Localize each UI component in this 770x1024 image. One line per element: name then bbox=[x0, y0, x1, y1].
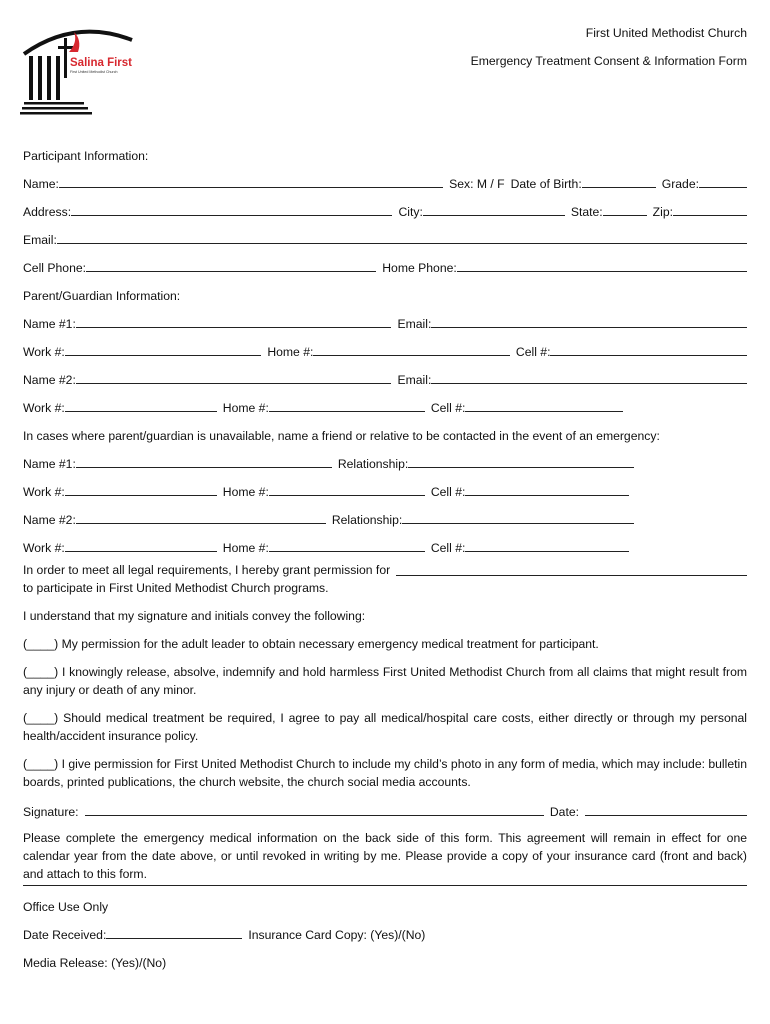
state-field[interactable] bbox=[603, 215, 647, 216]
email-field[interactable] bbox=[57, 243, 747, 244]
guardian-name1-row bbox=[23, 303, 747, 331]
guardian-work1-field[interactable] bbox=[65, 355, 262, 356]
emergency-section-title: In cases where parent/guardian is unavailable, name a friend or relative to be contacted in the event of an emergency: bbox=[23, 429, 660, 443]
city-field[interactable] bbox=[423, 215, 565, 216]
home-phone-label: Home Phone: bbox=[382, 261, 457, 275]
participant-address-row bbox=[23, 191, 747, 219]
emergency-rel2-field[interactable] bbox=[402, 523, 634, 524]
emergency-work1-field[interactable] bbox=[65, 495, 217, 496]
emergency-work2-field[interactable] bbox=[65, 551, 217, 552]
cell-phone-label: Cell Phone: bbox=[23, 261, 87, 275]
emergency-rel1-label: Relationship: bbox=[337, 457, 409, 471]
logo-subtext: First United Methodist Church bbox=[70, 70, 118, 74]
guardian-work1-label: Work #: bbox=[23, 345, 65, 359]
emergency-cell1-field[interactable] bbox=[465, 495, 629, 496]
emergency-cell2-label: Cell #: bbox=[430, 541, 466, 555]
closing-paragraph: Please complete the emergency medical information on the back side of this form. This agreement will remain in effect for one calendar year from the date above, or until revoked in writing by me. Please provide a copy of your insurance card (front and back) and attach to this form. bbox=[23, 831, 747, 881]
guardian-cell1-label: Cell #: bbox=[515, 345, 551, 359]
guardian-email2-label: Email: bbox=[397, 373, 432, 387]
emergency-name2-label: Name #2: bbox=[23, 513, 76, 527]
emergency-name1-row bbox=[23, 443, 747, 471]
guardian-phones2-row bbox=[23, 387, 747, 415]
guardian-name2-field[interactable] bbox=[76, 383, 392, 384]
signature-label: Signature: bbox=[23, 805, 79, 819]
consent-item-4 bbox=[23, 745, 747, 791]
name-label: Name: bbox=[23, 177, 59, 191]
guardian-email1-field[interactable] bbox=[431, 327, 747, 328]
emergency-name1-label: Name #1: bbox=[23, 457, 76, 471]
email-label: Email: bbox=[23, 233, 57, 247]
guardian-cell2-label: Cell #: bbox=[430, 401, 466, 415]
initial-box-2[interactable]: (____) bbox=[23, 665, 59, 679]
emergency-home1-label: Home #: bbox=[222, 485, 269, 499]
state-label: State: bbox=[570, 205, 603, 219]
guardian-work2-field[interactable] bbox=[65, 411, 217, 412]
guardian-email2-field[interactable] bbox=[431, 383, 747, 384]
emergency-cell1-label: Cell #: bbox=[430, 485, 466, 499]
consent-item-3-text: Should medical treatment be required, I agree to pay all medical/hospital care costs, either directly or through my personal health/accident insurance policy. bbox=[23, 711, 747, 743]
office-date-row bbox=[23, 914, 747, 942]
church-name: First United Methodist Church bbox=[585, 26, 747, 40]
address-label: Address: bbox=[23, 205, 72, 219]
guardian-name1-field[interactable] bbox=[76, 327, 392, 328]
guardian-home1-label: Home #: bbox=[267, 345, 314, 359]
consent-item-2 bbox=[23, 653, 747, 699]
guardian-name1-label: Name #1: bbox=[23, 317, 76, 331]
permission-paragraph bbox=[23, 555, 747, 597]
guardian-cell1-field[interactable] bbox=[550, 355, 747, 356]
guardian-cell2-field[interactable] bbox=[465, 411, 623, 412]
consent-item-1-text: My permission for the adult leader to obtain necessary emergency medical treatment for participant. bbox=[61, 637, 599, 651]
emergency-rel1-field[interactable] bbox=[408, 467, 634, 468]
consent-item-4-text: I give permission for First United Methodist Church to include my child’s photo in any form of media, which may include: bulletin boards, printed publications, the church website, the church social media accounts. bbox=[23, 757, 747, 789]
signature-row bbox=[23, 791, 747, 819]
guardian-name2-label: Name #2: bbox=[23, 373, 76, 387]
understand-text: I understand that my signature and initials convey the following: bbox=[23, 609, 366, 623]
participant-section-title: Participant Information: bbox=[23, 149, 149, 163]
participant-email-row bbox=[23, 219, 747, 247]
emergency-phones1-row bbox=[23, 471, 747, 499]
form-title: Emergency Treatment Consent & Information Form bbox=[470, 54, 747, 68]
emergency-rel2-label: Relationship: bbox=[331, 513, 403, 527]
consent-item-3 bbox=[23, 699, 747, 745]
guardian-name2-row bbox=[23, 359, 747, 387]
grade-label: Grade: bbox=[661, 177, 699, 191]
emergency-name2-row bbox=[23, 499, 747, 527]
dob-field[interactable] bbox=[582, 187, 656, 188]
emergency-home2-field[interactable] bbox=[269, 551, 425, 552]
consent-item-2-text: I knowingly release, absolve, indemnify and hold harmless First United Methodist Church from all claims that might result from any injury or death of any minor. bbox=[23, 665, 747, 697]
office-title: Office Use Only bbox=[23, 900, 109, 914]
guardian-section-title: Parent/Guardian Information: bbox=[23, 289, 181, 303]
grade-field[interactable] bbox=[699, 187, 747, 188]
dob-label: Date of Birth: bbox=[510, 177, 582, 191]
emergency-work2-label: Work #: bbox=[23, 541, 65, 555]
guardian-email1-label: Email: bbox=[397, 317, 432, 331]
permission-prefix: In order to meet all legal requirements, I hereby grant permission for bbox=[23, 563, 391, 577]
permission-suffix: to participate in First United Methodist Church programs. bbox=[23, 581, 329, 595]
name-field[interactable] bbox=[59, 187, 443, 188]
emergency-home1-field[interactable] bbox=[269, 495, 425, 496]
guardian-home2-label: Home #: bbox=[222, 401, 269, 415]
zip-label: Zip: bbox=[652, 205, 673, 219]
media-release-label: Media Release: (Yes)/(No) bbox=[23, 956, 167, 970]
emergency-work1-label: Work #: bbox=[23, 485, 65, 499]
consent-item-1 bbox=[23, 625, 747, 653]
emergency-name2-field[interactable] bbox=[76, 523, 326, 524]
emergency-name1-field[interactable] bbox=[76, 467, 332, 468]
initial-box-3[interactable]: (____) bbox=[23, 711, 59, 725]
church-logo bbox=[20, 22, 140, 118]
guardian-home1-field[interactable] bbox=[313, 355, 510, 356]
participant-name-row bbox=[23, 163, 747, 191]
initial-box-1[interactable]: (____) bbox=[23, 637, 59, 651]
signature-field[interactable] bbox=[85, 815, 544, 816]
home-phone-field[interactable] bbox=[457, 271, 747, 272]
city-label: City: bbox=[398, 205, 423, 219]
guardian-phones1-row bbox=[23, 331, 747, 359]
logo-text: Salina First bbox=[70, 57, 132, 69]
form-body bbox=[23, 135, 747, 970]
emergency-home2-label: Home #: bbox=[222, 541, 269, 555]
participant-phone-row bbox=[23, 247, 747, 275]
date-received-label: Date Received: bbox=[23, 928, 107, 942]
address-field[interactable] bbox=[71, 215, 392, 216]
media-release-row bbox=[23, 942, 747, 970]
emergency-cell2-field[interactable] bbox=[465, 551, 629, 552]
participant-permission-field[interactable] bbox=[396, 575, 747, 576]
date-received-field[interactable] bbox=[106, 938, 242, 939]
sex-label: Sex: M / F bbox=[449, 177, 505, 191]
insurance-card-label: Insurance Card Copy: (Yes)/(No) bbox=[248, 928, 426, 942]
signature-date-field[interactable] bbox=[585, 815, 747, 816]
signature-date-label: Date: bbox=[549, 805, 579, 819]
cell-phone-field[interactable] bbox=[86, 271, 376, 272]
guardian-work2-label: Work #: bbox=[23, 401, 65, 415]
guardian-home2-field[interactable] bbox=[269, 411, 425, 412]
emergency-phones2-row bbox=[23, 527, 747, 555]
zip-field[interactable] bbox=[673, 215, 747, 216]
initial-box-4[interactable]: (____) bbox=[23, 757, 59, 771]
